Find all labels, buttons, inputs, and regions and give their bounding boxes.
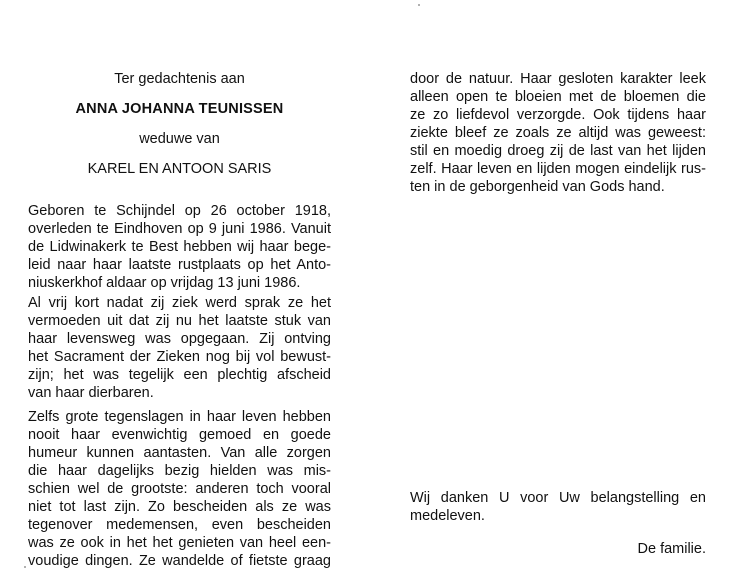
text-line: Zelfs grote tegenslagen in haar leven hebben xyxy=(28,409,331,425)
text-line: stil en moedig droeg zij de last van het lijden xyxy=(410,143,706,159)
text-line: ze zo liefdevol verzorgde. Ook tijdens haar xyxy=(410,107,706,123)
text-line: ziekte bleef ze zoals ze altijd was geweest: xyxy=(410,125,706,141)
text-line: die haar dagelijks bezig hielden was mis- xyxy=(28,463,331,479)
paragraph-character xyxy=(28,408,331,570)
signature: De familie. xyxy=(637,541,706,557)
spouse-names: KAREL EN ANTOON SARIS xyxy=(87,161,272,177)
text-line: haar levensweg was opgegaan. Zij ontving xyxy=(28,331,331,347)
widow-of-text: weduwe van xyxy=(139,131,220,147)
text-line: Geboren te Schijndel op 26 october 1918, xyxy=(28,203,331,219)
thanks-note xyxy=(410,489,706,525)
text-line: voudige dingen. Ze wandelde of fietste graag xyxy=(28,553,331,569)
text-line: Al vrij kort nadat zij ziek werd sprak ze het xyxy=(28,295,331,311)
text-line: alleen open te bloeien met de bloemen die xyxy=(410,89,706,105)
text-line: door de natuur. Haar gesloten karakter leek xyxy=(410,71,706,87)
text-line: was ze ook in het het genieten van heel een- xyxy=(28,535,331,551)
paragraph-birth-death xyxy=(28,202,331,292)
text-line: medeleven. xyxy=(410,508,485,524)
text-line: nooit haar evenwichtig gemoed en goede xyxy=(28,427,331,443)
text-line: leid naar haar laatste rustplaats op het Anto- xyxy=(28,257,331,273)
text-line: niuskerkhof aldaar op vrijdag 13 juni 1986. xyxy=(28,275,301,291)
text-line: schien wel de grootste: anderen toch vooral xyxy=(28,481,331,497)
text-line: tegenover medemensen, even bescheiden xyxy=(28,517,331,533)
text-line: het Sacrament der Zieken nog bij vol bewust- xyxy=(28,349,331,365)
text-line: zijn; het was tegelijk een plechtig afscheid xyxy=(28,367,331,383)
text-line: niet tot last zijn. Zo bescheiden als ze was xyxy=(28,499,331,515)
intro-text: Ter gedachtenis aan xyxy=(114,71,245,87)
text-line: humeur kunnen aantasten. Van alle zorgen xyxy=(28,445,331,461)
text-line: Wij danken U voor Uw belangstelling en xyxy=(410,490,706,506)
memorial-heading xyxy=(28,70,331,178)
scan-speck xyxy=(24,566,26,568)
text-line: ten in de geborgenheid van Gods hand. xyxy=(410,179,665,195)
text-line: de Lidwinakerk te Best hebben wij haar bege- xyxy=(28,239,331,255)
paragraph-nature xyxy=(410,70,706,196)
paragraph-illness xyxy=(28,294,331,402)
deceased-name: ANNA JOHANNA TEUNISSEN xyxy=(75,101,284,117)
scan-speck xyxy=(418,4,420,6)
text-line: van haar dierbaren. xyxy=(28,385,154,401)
text-line: vermoeden uit dat zij nu het laatste stuk van xyxy=(28,313,331,329)
text-line: zelf. Haar leven en lijden mogen eindelijk rus- xyxy=(410,161,706,177)
text-line: overleden te Eindhoven op 9 juni 1986. Vanuit xyxy=(28,221,331,237)
